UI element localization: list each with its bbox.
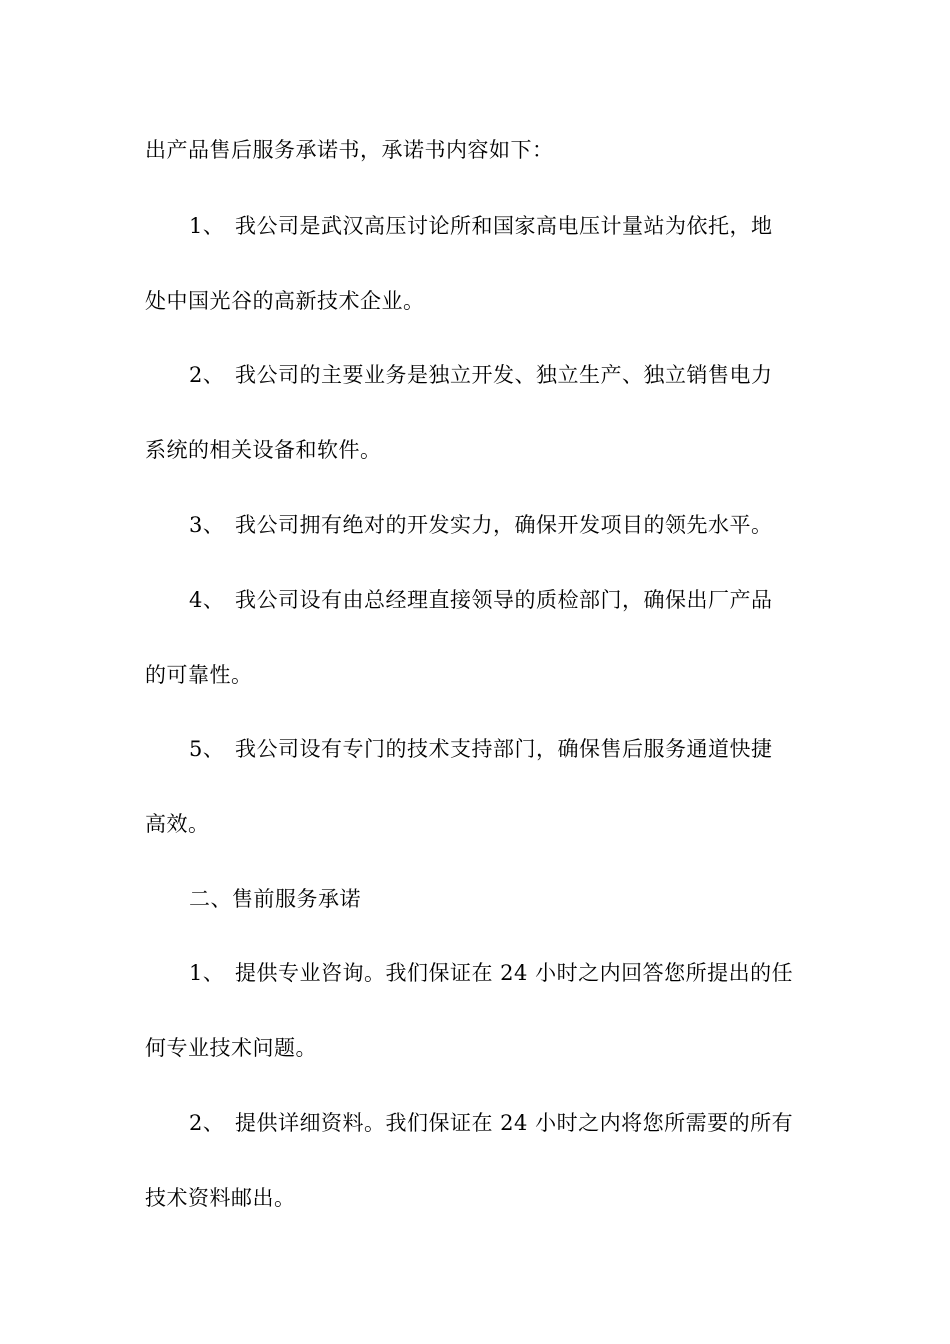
company-item-4-continued	[145, 660, 810, 690]
item-number: 1、	[189, 961, 225, 985]
line-text: 的可靠性。	[145, 663, 253, 687]
intro-line	[145, 135, 810, 165]
presale-item-2	[189, 1108, 854, 1138]
item-number: 1、	[189, 214, 225, 238]
section-heading-text: 二、售前服务承诺	[189, 887, 361, 911]
company-item-2	[189, 360, 854, 390]
item-number: 3、	[189, 513, 225, 537]
item-number: 2、	[189, 363, 225, 387]
item-number: 4、	[189, 588, 225, 612]
company-item-1	[189, 211, 854, 241]
company-item-4	[189, 585, 854, 615]
presale-item-2-continued	[145, 1183, 810, 1213]
company-item-2-continued	[145, 435, 810, 465]
item-text: 提供详细资料。我们保证在 24 小时之内将您所需要的所有	[235, 1111, 794, 1135]
line-text: 何专业技术问题。	[145, 1036, 317, 1060]
line-text: 出产品售后服务承诺书，承诺书内容如下：	[145, 138, 554, 162]
line-text: 技术资料邮出。	[145, 1186, 296, 1210]
line-text: 处中国光谷的高新技术企业。	[145, 289, 425, 313]
line-text: 系统的相关设备和软件。	[145, 438, 382, 462]
company-item-5-continued	[145, 809, 810, 839]
item-text: 我公司拥有绝对的开发实力，确保开发项目的领先水平。	[235, 513, 773, 537]
company-item-1-continued	[145, 286, 810, 316]
section-heading-presale	[189, 884, 854, 914]
presale-item-1	[189, 958, 854, 988]
item-text: 提供专业咨询。我们保证在 24 小时之内回答您所提出的任	[235, 961, 794, 985]
presale-item-1-continued	[145, 1033, 810, 1063]
item-number: 2、	[189, 1111, 225, 1135]
item-number: 5、	[189, 737, 225, 761]
item-text: 我公司的主要业务是独立开发、独立生产、独立销售电力	[235, 363, 773, 387]
item-text: 我公司设有专门的技术支持部门，确保售后服务通道快捷	[235, 737, 773, 761]
line-text: 高效。	[145, 812, 210, 836]
item-text: 我公司设有由总经理直接领导的质检部门，确保出厂产品	[235, 588, 773, 612]
company-item-5	[189, 734, 854, 764]
item-text: 我公司是武汉高压讨论所和国家高电压计量站为依托，地	[235, 214, 773, 238]
company-item-3	[189, 510, 854, 540]
